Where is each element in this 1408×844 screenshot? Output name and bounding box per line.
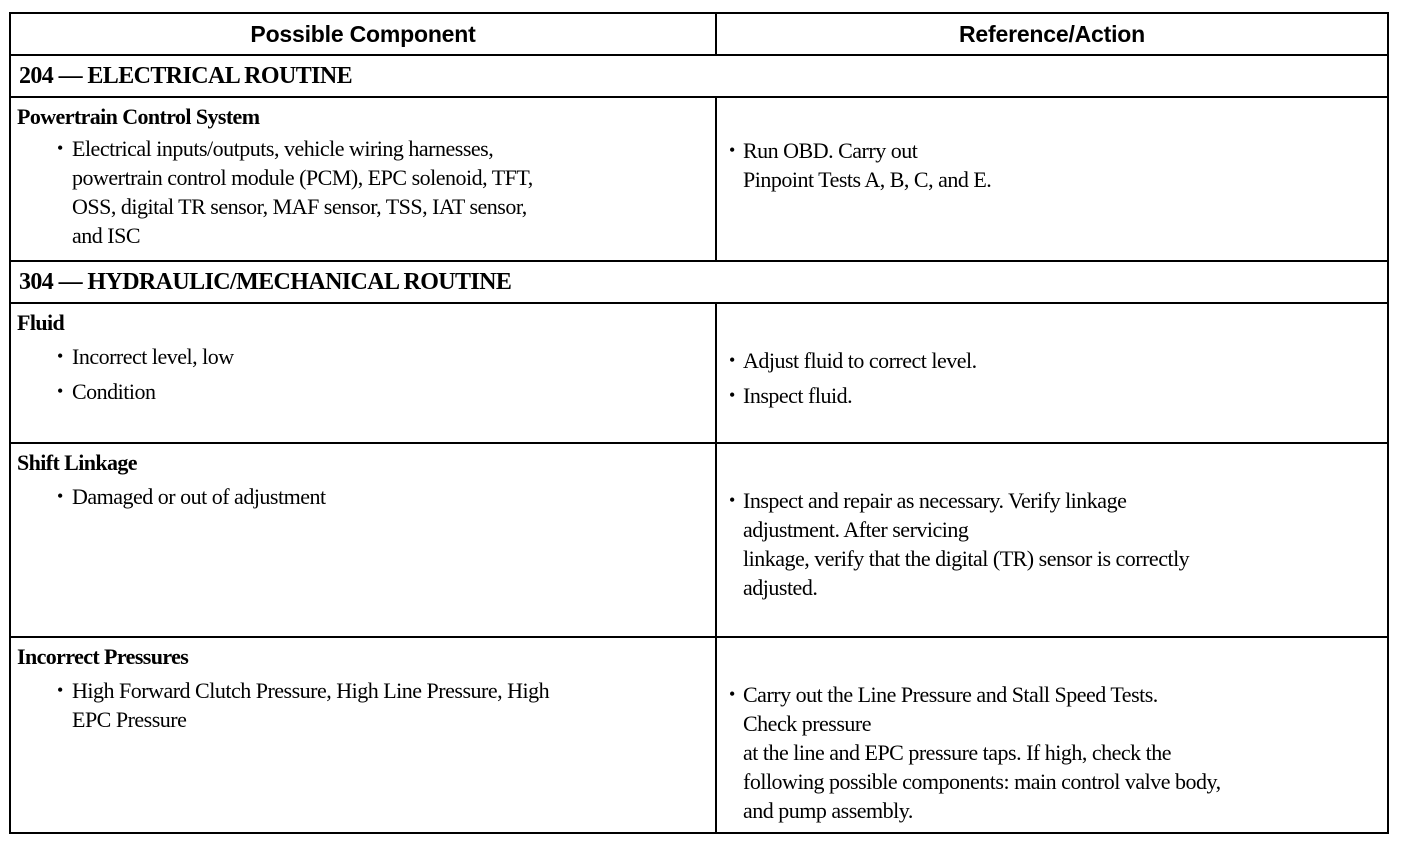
action-cell (717, 444, 1387, 636)
action-text: Carry out the Line Pressure and Stall Speed Tests. (743, 682, 1158, 707)
action-text: following possible components: main control valve body, (743, 769, 1221, 794)
list-item (729, 680, 1377, 825)
action-text: linkage, verify that the digital (TR) sensor is correctly (743, 546, 1190, 571)
cause-list (17, 342, 707, 406)
bullet-icon: • (729, 385, 735, 405)
header-possible-component: Possible Component (11, 14, 717, 54)
cause-text: OSS, digital TR sensor, MAF sensor, TSS, IAT sensor, (72, 194, 527, 219)
bullet-icon: • (57, 486, 63, 506)
cause-list (17, 676, 707, 734)
component-title: Incorrect Pressures (17, 644, 189, 669)
list-item (17, 482, 707, 511)
cause-text: powertrain control module (PCM), EPC solenoid, TFT, (72, 165, 533, 190)
list-item (729, 486, 1377, 602)
bullet-icon: • (57, 346, 63, 366)
action-text: Adjust fluid to correct level. (743, 348, 977, 373)
bullet-icon: • (729, 140, 735, 160)
action-text: at the line and EPC pressure taps. If high, check the (743, 740, 1172, 765)
component-cell (11, 304, 717, 442)
action-text: Check pressure (743, 711, 872, 736)
list-item (17, 377, 707, 406)
table-row (11, 304, 1387, 444)
component-title: Powertrain Control System (17, 104, 260, 129)
list-item (17, 134, 707, 250)
bullet-icon: • (57, 381, 63, 401)
table-row (11, 98, 1387, 262)
cause-list (17, 482, 707, 511)
component-cell (11, 444, 717, 636)
action-text: adjusted. (743, 575, 818, 600)
action-list (729, 136, 1377, 194)
cause-text: Electrical inputs/outputs, vehicle wiring harnesses, (72, 136, 494, 161)
component-cell (11, 98, 717, 260)
bullet-icon: • (729, 684, 735, 704)
cause-text: and ISC (72, 223, 140, 248)
cause-text: High Forward Clutch Pressure, High Line Pressure, High (72, 678, 550, 703)
list-item (729, 136, 1377, 194)
list-item (17, 342, 707, 371)
cause-text: Damaged or out of adjustment (72, 484, 326, 509)
action-cell (717, 304, 1387, 442)
action-text: Inspect and repair as necessary. Verify linkage (743, 488, 1127, 513)
action-list (729, 346, 1377, 410)
cause-list (17, 134, 707, 250)
bullet-icon: • (729, 350, 735, 370)
cause-text: EPC Pressure (72, 707, 187, 732)
action-text: Pinpoint Tests A, B, C, and E. (743, 167, 992, 192)
component-title: Fluid (17, 310, 65, 335)
action-cell (717, 98, 1387, 260)
list-item (729, 381, 1377, 410)
list-item (17, 676, 707, 734)
bullet-icon: • (57, 138, 63, 158)
header-reference-action: Reference/Action (959, 20, 1145, 47)
diagnostic-table (9, 12, 1389, 834)
component-title: Shift Linkage (17, 450, 137, 475)
section-title: 304 — HYDRAULIC/MECHANICAL ROUTINE (11, 262, 1387, 304)
component-cell (11, 638, 717, 832)
action-text: adjustment. After servicing (743, 517, 969, 542)
action-text: and pump assembly. (743, 798, 913, 823)
action-list (729, 680, 1377, 825)
cause-text: Incorrect level, low (72, 344, 234, 369)
bullet-icon: • (57, 680, 63, 700)
table-header (11, 14, 1387, 56)
table-row (11, 444, 1387, 638)
action-text: Inspect fluid. (743, 383, 853, 408)
action-text: Run OBD. Carry out (743, 138, 918, 163)
section-title: 204 — ELECTRICAL ROUTINE (11, 56, 1387, 98)
bullet-icon: • (729, 490, 735, 510)
action-cell (717, 638, 1387, 832)
list-item (729, 346, 1377, 375)
cause-text: Condition (72, 379, 156, 404)
action-list (729, 486, 1377, 602)
table-row (11, 638, 1387, 832)
